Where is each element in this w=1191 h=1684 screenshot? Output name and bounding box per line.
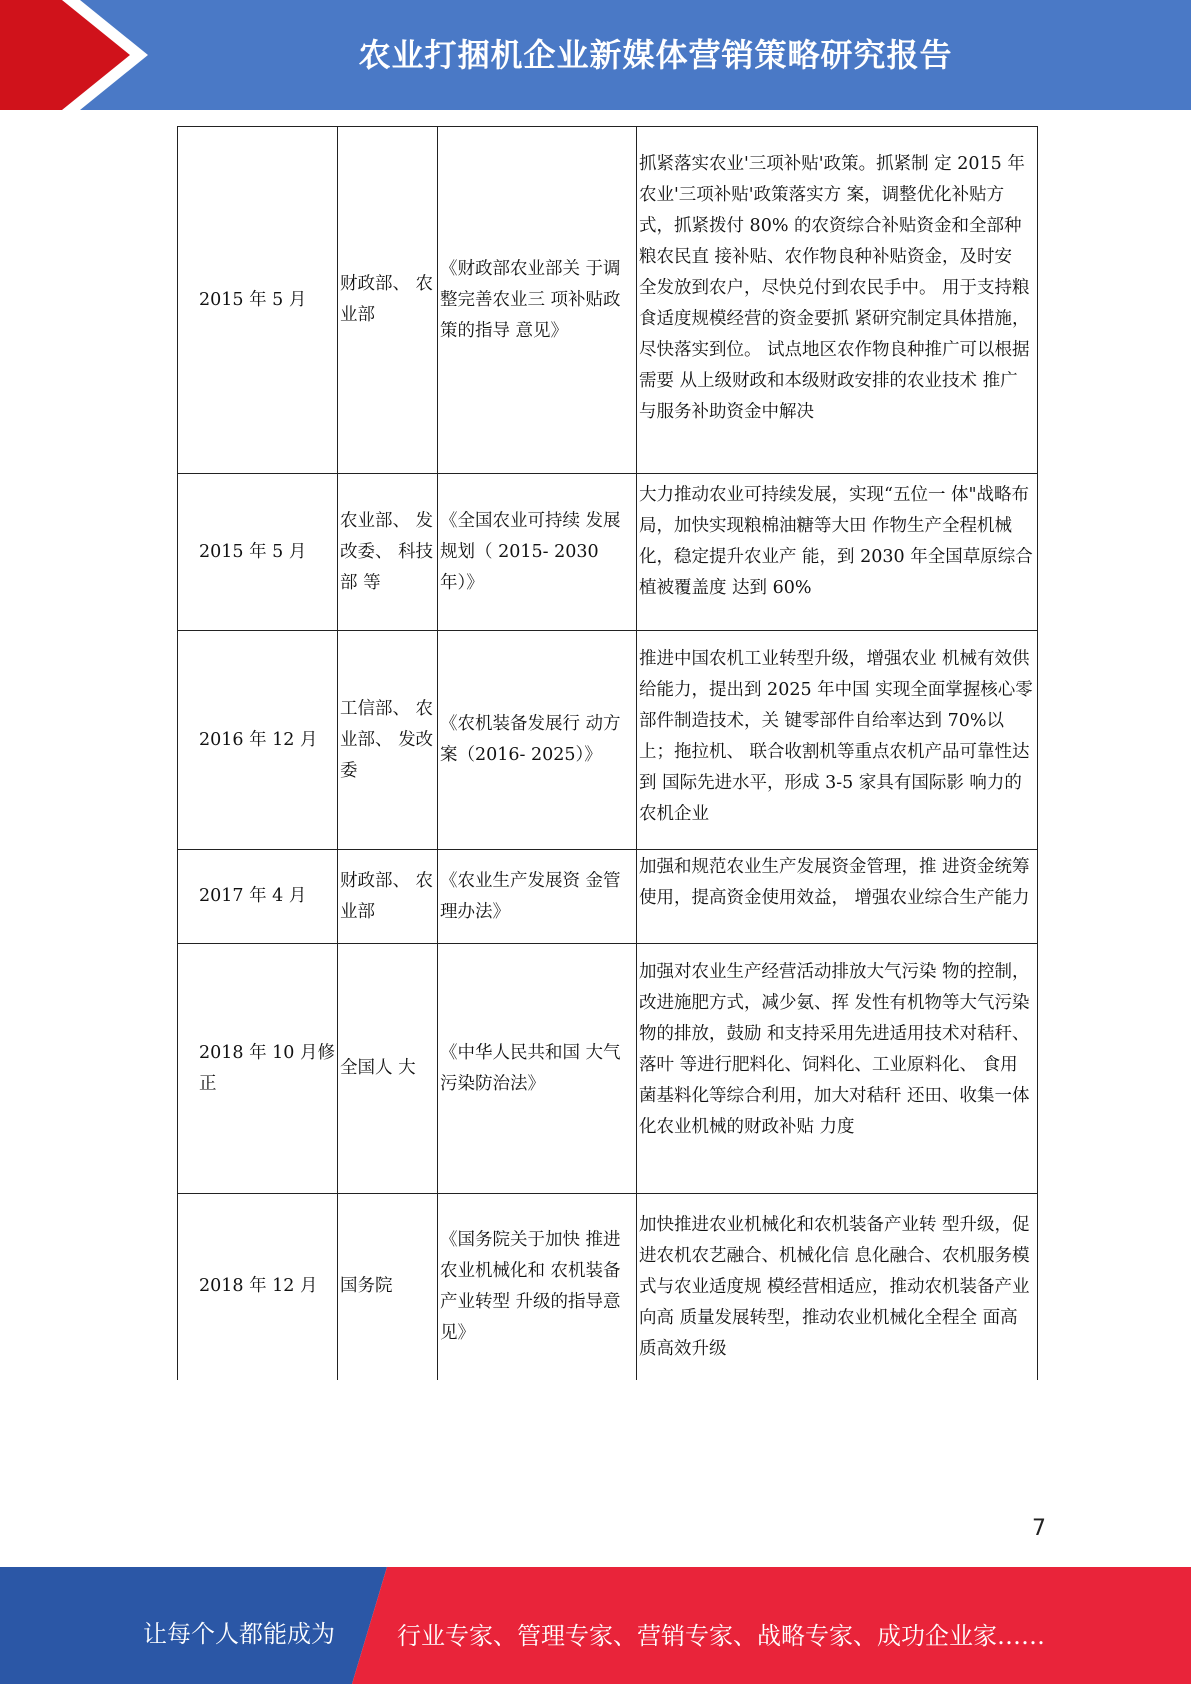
page-number: 7 [1032, 1516, 1046, 1541]
table-row [178, 944, 1038, 1194]
document-cell: 《农业生产发展资 金管理办法》 [438, 850, 637, 944]
document-cell: 《财政部农业部关 于调整完善农业三 项补贴政策的指导 意见》 [438, 127, 637, 474]
document-cell: 《中华人民共和国 大气污染防治法》 [438, 944, 637, 1194]
page-header [0, 0, 1191, 110]
content-cell: 加强对农业生产经营活动排放大气污染 物的控制，改进施肥方式，减少氨、挥 发性有机物等大气污染物的排放，鼓励 和支持采用先进适用技术对秸秆、落叶 等进行肥料化、饲料化、工业原料化、 食用菌基料化等综合利用，加大对秸秆 还田、收集一体化农业机械的财政补贴 力度 [637, 944, 1038, 1194]
document-cell: 《国务院关于加快 推进农业机械化和 农机装备产业转型 升级的指导意见》 [438, 1194, 637, 1380]
document-cell: 《农机装备发展行 动方案（2016- 2025）》 [438, 631, 637, 850]
date-cell: 2017 年 4 月 [178, 850, 338, 944]
department-cell: 工信部、 农业部、 发改委 [338, 631, 438, 850]
table-row [178, 127, 1038, 474]
document-cell: 《全国农业可持续 发展规划（ 2015- 2030 年）》 [438, 474, 637, 631]
table-row [178, 631, 1038, 850]
content-cell: 抓紧落实农业'三项补贴'政策。抓紧制 定 2015 年农业'三项补贴'政策落实方 案，调整优化补贴方式，抓紧拨付 80% 的农资综合补贴资金和全部种粮农民直 接补贴、农作物良种补贴资金，及时安 全发放到农户，尽快兑付到农民手中。 用于支持粮食适度规模经营的资金要抓 紧研究制定具体措施，尽快落实到位。 试点地区农作物良种推广可以根据需要 从上级财政和本级财政安排的农业技术 推广与服务补助资金中解决 [637, 127, 1038, 474]
content-cell: 大力推动农业可持续发展，实现“五位一 体"战略布局，加快实现粮棉油糖等大田 作物生产全程机械化，稳定提升农业产 能，到 2030 年全国草原综合植被覆盖度 达到 60% [637, 474, 1038, 631]
department-cell: 财政部、 农业部 [338, 850, 438, 944]
date-cell: 2015 年 5 月 [178, 474, 338, 631]
date-cell: 2015 年 5 月 [178, 127, 338, 474]
footer-slogan-right: 行业专家、管理专家、营销专家、战略专家、成功企业家…… [397, 1622, 1045, 1650]
policy-table [177, 126, 1038, 1380]
table-row [178, 474, 1038, 631]
department-cell: 财政部、 农业部 [338, 127, 438, 474]
content-cell: 加快推进农业机械化和农机装备产业转 型升级，促进农机农艺融合、机械化信 息化融合、农机服务模式与农业适度规 模经营相适应，推动农机装备产业向高 质量发展转型，推动农业机械化全程全 面高质高效升级 [637, 1194, 1038, 1380]
report-title: 农业打捆机企业新媒体营销策略研究报告 [358, 36, 953, 74]
date-cell: 2016 年 12 月 [178, 631, 338, 850]
footer-slogan-left: 让每个人都能成为 [143, 1620, 335, 1648]
content-cell: 推进中国农机工业转型升级，增强农业 机械有效供给能力，提出到 2025 年中国 实现全面掌握核心零部件制造技术，关 键零部件自给率达到 70%以上；拖拉机、 联合收割机等重点农机产品可靠性达到 国际先进水平，形成 3-5 家具有国际影 响力的农机企业 [637, 631, 1038, 850]
content-cell: 加强和规范农业生产发展资金管理，推 进资金统筹使用，提高资金使用效益， 增强农业综合生产能力 [637, 850, 1038, 944]
date-cell: 2018 年 10 月修正 [178, 944, 338, 1194]
page-footer [0, 1567, 1191, 1684]
department-cell: 全国人 大 [338, 944, 438, 1194]
department-cell: 农业部、 发改委、 科技部 等 [338, 474, 438, 631]
table-row [178, 1194, 1038, 1380]
date-cell: 2018 年 12 月 [178, 1194, 338, 1380]
table-row [178, 850, 1038, 944]
department-cell: 国务院 [338, 1194, 438, 1380]
